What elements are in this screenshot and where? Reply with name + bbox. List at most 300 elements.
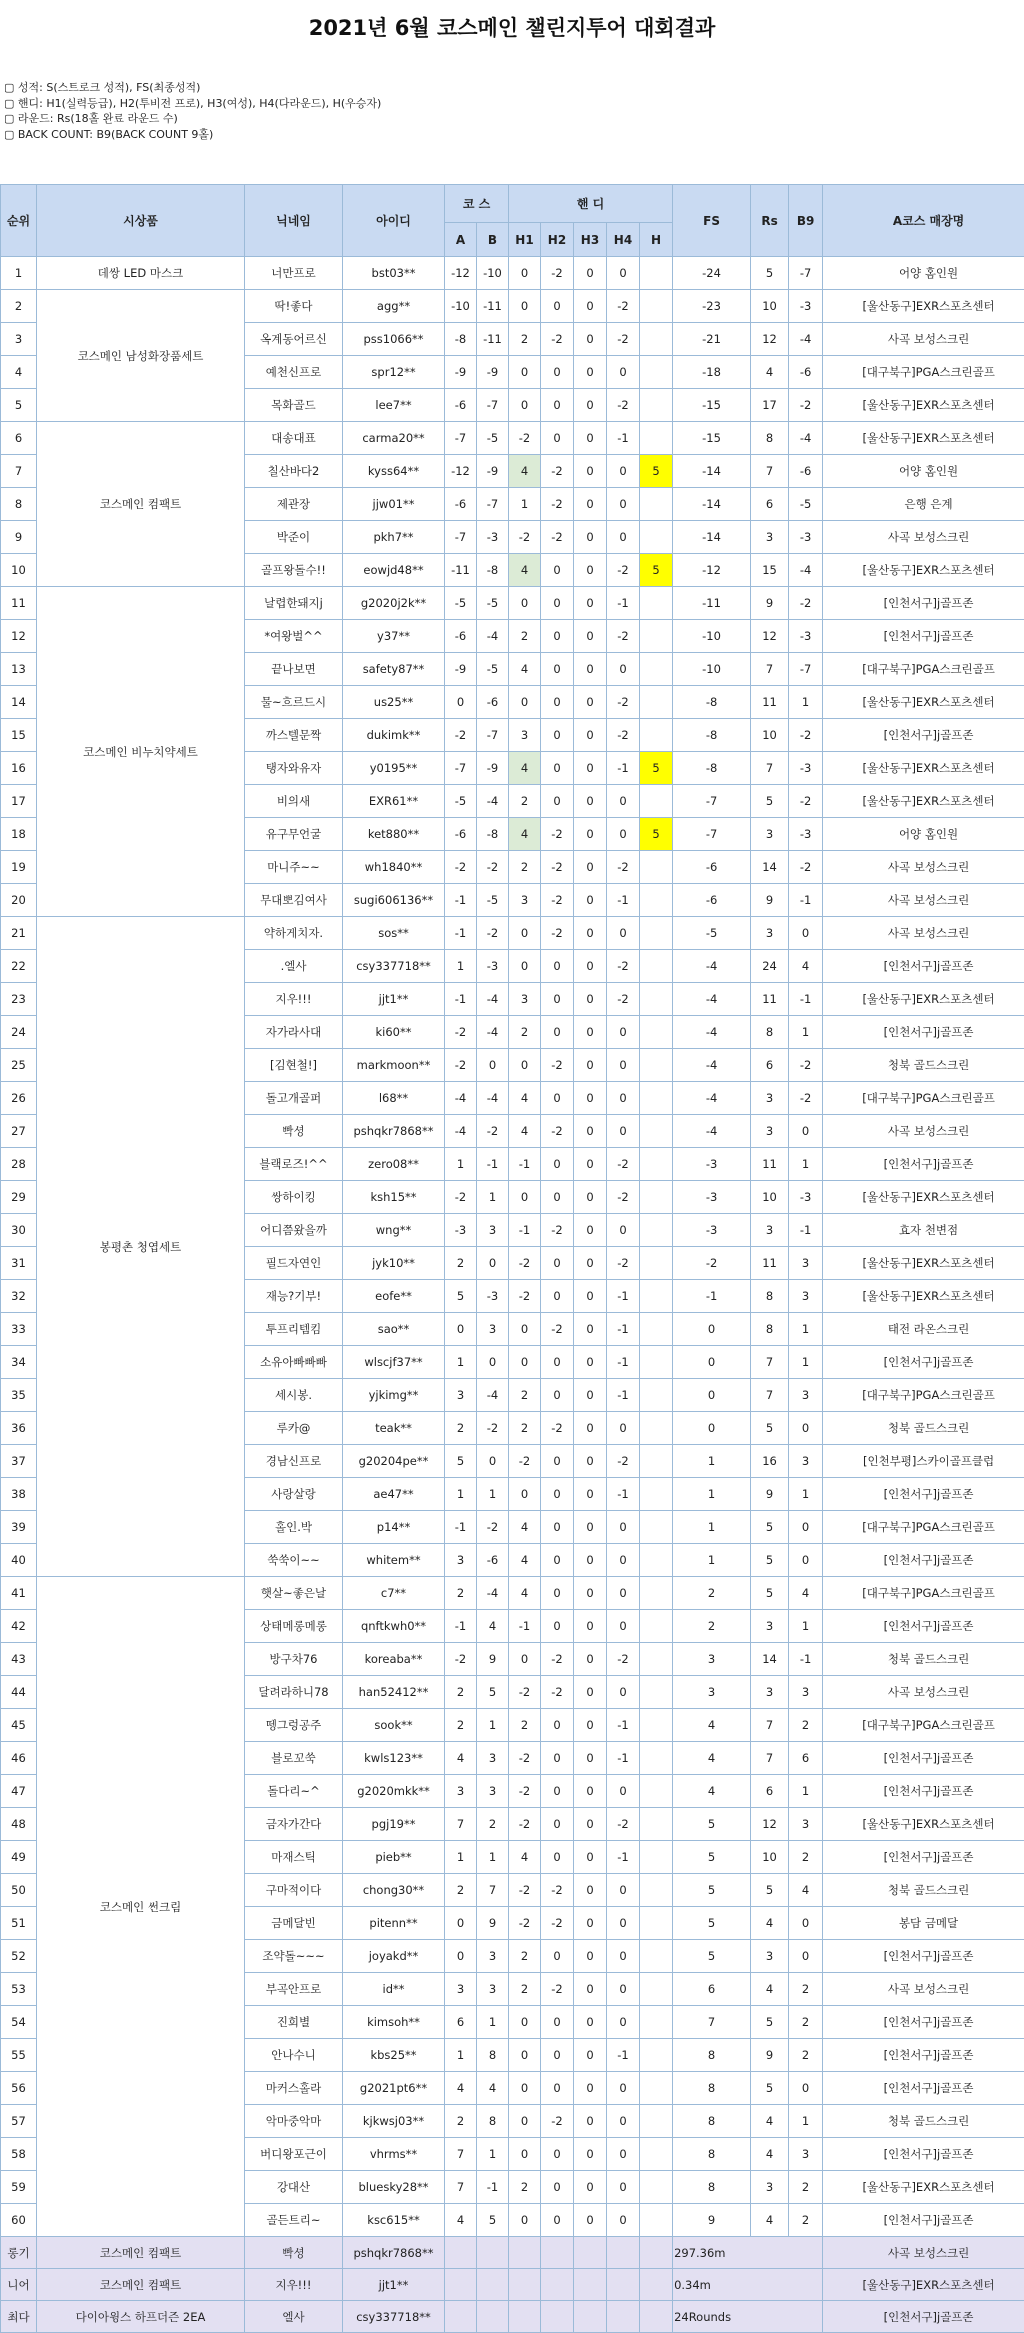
course-a-cell: -3 <box>445 1214 477 1247</box>
h1-cell: 2 <box>509 1379 541 1412</box>
course-b-cell: 8 <box>477 2039 509 2072</box>
store-cell: [대구북구]PGA스크린골프 <box>823 1082 1024 1115</box>
rs-cell: 8 <box>751 1016 789 1049</box>
store-cell: [울산동구]EXR스포츠센터 <box>823 1280 1024 1313</box>
rs-cell: 6 <box>751 488 789 521</box>
h1-cell: 0 <box>509 356 541 389</box>
h4-cell: 0 <box>607 1676 640 1709</box>
empty-cell <box>574 2269 607 2301</box>
fs-cell: -10 <box>673 620 751 653</box>
h3-cell: 0 <box>574 1577 607 1610</box>
rs-cell: 7 <box>751 1379 789 1412</box>
course-b-cell: 0 <box>477 1346 509 1379</box>
rs-cell: 5 <box>751 1412 789 1445</box>
b9-cell: 3 <box>789 1280 823 1313</box>
fs-cell: -23 <box>673 290 751 323</box>
h2-cell: 0 <box>541 1280 574 1313</box>
course-a-cell: -10 <box>445 290 477 323</box>
rs-cell: 11 <box>751 686 789 719</box>
rs-cell: 16 <box>751 1445 789 1478</box>
store-cell: 청북 골드스크린 <box>823 1412 1024 1445</box>
store-cell: [울산동구]EXR스포츠센터 <box>823 422 1024 455</box>
user-id-cell: whitem** <box>343 1544 445 1577</box>
h3-cell: 0 <box>574 1808 607 1841</box>
h4-cell: 0 <box>607 1610 640 1643</box>
h1-cell: 0 <box>509 2204 541 2237</box>
fs-cell: 5 <box>673 1874 751 1907</box>
h4-cell: -2 <box>607 1643 640 1676</box>
h-cell <box>640 323 673 356</box>
b9-cell: -4 <box>789 422 823 455</box>
fs-cell: -7 <box>673 785 751 818</box>
nickname-cell: 금자가간다 <box>245 1808 343 1841</box>
h2-cell: 0 <box>541 1544 574 1577</box>
rs-cell: 4 <box>751 2138 789 2171</box>
fs-cell: 0 <box>673 1346 751 1379</box>
empty-cell <box>477 2301 509 2333</box>
user-id-cell: zero08** <box>343 1148 445 1181</box>
h3-cell: 0 <box>574 290 607 323</box>
rs-cell: 10 <box>751 290 789 323</box>
b9-cell: -7 <box>789 653 823 686</box>
legend-score: ▢ 성적: S(스트로크 성적), FS(최종성적) <box>4 80 381 96</box>
store-cell: 청북 골드스크린 <box>823 1874 1024 1907</box>
h2-cell: -2 <box>541 1412 574 1445</box>
h3-cell: 0 <box>574 2138 607 2171</box>
rank-cell: 31 <box>1 1247 37 1280</box>
h1-cell: 2 <box>509 785 541 818</box>
table-row <box>1 290 1024 323</box>
user-id-cell: ki60** <box>343 1016 445 1049</box>
rs-cell: 9 <box>751 2039 789 2072</box>
h1-cell: -2 <box>509 1808 541 1841</box>
store-cell: [인천서구]j골프존 <box>823 1841 1024 1874</box>
course-a-cell: -7 <box>445 521 477 554</box>
h1-cell: -2 <box>509 1907 541 1940</box>
h2-cell: -2 <box>541 488 574 521</box>
rank-cell: 21 <box>1 917 37 950</box>
rs-cell: 3 <box>751 1115 789 1148</box>
b9-cell: 4 <box>789 1577 823 1610</box>
h1-cell: 4 <box>509 554 541 587</box>
fs-cell: 297.36m <box>673 2237 823 2269</box>
h4-cell: -1 <box>607 1313 640 1346</box>
h-cell <box>640 1808 673 1841</box>
user-id-cell: EXR61** <box>343 785 445 818</box>
table-row <box>1 587 1024 620</box>
h1-cell: -1 <box>509 1214 541 1247</box>
store-cell: 사곡 보성스크린 <box>823 521 1024 554</box>
rs-cell: 4 <box>751 2105 789 2138</box>
rs-cell: 6 <box>751 1049 789 1082</box>
fs-cell: 2 <box>673 1577 751 1610</box>
h3-cell: 0 <box>574 488 607 521</box>
course-a-cell: 5 <box>445 1445 477 1478</box>
user-id-cell: g2020j2k** <box>343 587 445 620</box>
empty-cell <box>541 2237 574 2269</box>
user-id-cell: spr12** <box>343 356 445 389</box>
nickname-cell: 물~흐르드시 <box>245 686 343 719</box>
h1-cell: 0 <box>509 2105 541 2138</box>
h4-cell: 0 <box>607 1082 640 1115</box>
course-b-cell: -4 <box>477 785 509 818</box>
nickname-cell: 어디쯤왔을까 <box>245 1214 343 1247</box>
rank-cell: 4 <box>1 356 37 389</box>
fs-cell: -8 <box>673 752 751 785</box>
fs-cell: -15 <box>673 422 751 455</box>
fs-cell: -7 <box>673 818 751 851</box>
b9-cell: 3 <box>789 2138 823 2171</box>
h3-cell: 0 <box>574 1214 607 1247</box>
h3-cell: 0 <box>574 2006 607 2039</box>
table-row <box>1 257 1024 290</box>
course-a-cell: 3 <box>445 1973 477 2006</box>
b9-cell: -2 <box>789 389 823 422</box>
nickname-cell: 돌다리~^ <box>245 1775 343 1808</box>
prize-cell: 코스메인 컴팩트 <box>37 2237 245 2269</box>
rank-cell: 36 <box>1 1412 37 1445</box>
h3-cell: 0 <box>574 686 607 719</box>
course-a-cell: -12 <box>445 455 477 488</box>
h1-cell: 0 <box>509 389 541 422</box>
h2-cell: -2 <box>541 521 574 554</box>
h-cell <box>640 1676 673 1709</box>
course-b-cell: -11 <box>477 290 509 323</box>
user-id-cell: joyakd** <box>343 1940 445 1973</box>
rs-cell: 5 <box>751 2006 789 2039</box>
h4-cell: 0 <box>607 653 640 686</box>
fs-cell: -11 <box>673 587 751 620</box>
store-cell: [울산동구]EXR스포츠센터 <box>823 752 1024 785</box>
h4-cell: 0 <box>607 2171 640 2204</box>
course-a-cell: -9 <box>445 356 477 389</box>
rs-cell: 12 <box>751 323 789 356</box>
h-cell <box>640 1214 673 1247</box>
h1-cell: 0 <box>509 2138 541 2171</box>
course-a-cell: -5 <box>445 587 477 620</box>
course-b-cell: 0 <box>477 1049 509 1082</box>
nickname-cell: 사랑살랑 <box>245 1478 343 1511</box>
h3-cell: 0 <box>574 1940 607 1973</box>
rank-cell: 52 <box>1 1940 37 1973</box>
fs-cell: -4 <box>673 1082 751 1115</box>
nickname-cell: 투프리템킴 <box>245 1313 343 1346</box>
course-b-cell: -4 <box>477 620 509 653</box>
b9-cell: 6 <box>789 1742 823 1775</box>
nickname-cell: 마니주~~ <box>245 851 343 884</box>
fs-cell: 8 <box>673 2138 751 2171</box>
h2-cell: 0 <box>541 1148 574 1181</box>
h4-cell: -2 <box>607 686 640 719</box>
prize-cell: 데쌍 LED 마스크 <box>37 257 245 290</box>
course-b-cell: -8 <box>477 818 509 851</box>
h1-cell: 4 <box>509 818 541 851</box>
rs-cell: 7 <box>751 1709 789 1742</box>
rank-cell: 29 <box>1 1181 37 1214</box>
rank-cell: 32 <box>1 1280 37 1313</box>
store-cell: 청북 골드스크린 <box>823 1049 1024 1082</box>
b9-cell: 4 <box>789 1874 823 1907</box>
h-cell <box>640 2105 673 2138</box>
nickname-cell: 뗑그렁공주 <box>245 1709 343 1742</box>
fs-cell: -5 <box>673 917 751 950</box>
header-h3: H3 <box>574 223 607 257</box>
rank-cell: 15 <box>1 719 37 752</box>
h3-cell: 0 <box>574 1478 607 1511</box>
h2-cell: 0 <box>541 290 574 323</box>
h2-cell: 0 <box>541 1181 574 1214</box>
h1-cell: 1 <box>509 488 541 521</box>
h4-cell: 0 <box>607 2105 640 2138</box>
user-id-cell: kwls123** <box>343 1742 445 1775</box>
h1-cell: -2 <box>509 521 541 554</box>
nickname-cell: 블로꼬쑥 <box>245 1742 343 1775</box>
nickname-cell: 홀인.박 <box>245 1511 343 1544</box>
h3-cell: 0 <box>574 1280 607 1313</box>
h2-cell: 0 <box>541 1478 574 1511</box>
h-cell <box>640 1907 673 1940</box>
store-cell: [울산동구]EXR스포츠센터 <box>823 785 1024 818</box>
h3-cell: 0 <box>574 2171 607 2204</box>
empty-cell <box>477 2237 509 2269</box>
h4-cell: 0 <box>607 1577 640 1610</box>
h1-cell: 0 <box>509 2006 541 2039</box>
h-cell <box>640 1049 673 1082</box>
fs-cell: -6 <box>673 851 751 884</box>
nickname-cell: .엘사 <box>245 950 343 983</box>
h3-cell: 0 <box>574 389 607 422</box>
store-cell: 청북 골드스크린 <box>823 1643 1024 1676</box>
user-id-cell: wng** <box>343 1214 445 1247</box>
store-cell: [울산동구]EXR스포츠센터 <box>823 1181 1024 1214</box>
rank-cell: 50 <box>1 1874 37 1907</box>
h2-cell: 0 <box>541 554 574 587</box>
h4-cell: -1 <box>607 1280 640 1313</box>
h-cell <box>640 785 673 818</box>
course-a-cell: 7 <box>445 2171 477 2204</box>
course-a-cell: -7 <box>445 752 477 785</box>
nickname-cell: 버디왕포근이 <box>245 2138 343 2171</box>
course-b-cell: -6 <box>477 1544 509 1577</box>
b9-cell: 3 <box>789 1445 823 1478</box>
h-cell <box>640 983 673 1016</box>
user-id-cell: csy337718** <box>343 2301 445 2333</box>
rank-cell: 51 <box>1 1907 37 1940</box>
rs-cell: 5 <box>751 1544 789 1577</box>
h2-cell: 0 <box>541 389 574 422</box>
rank-cell: 44 <box>1 1676 37 1709</box>
course-a-cell: 2 <box>445 1577 477 1610</box>
h4-cell: -2 <box>607 389 640 422</box>
nickname-cell: 골든트리~ <box>245 2204 343 2237</box>
fs-cell: 6 <box>673 1973 751 2006</box>
fs-cell: 5 <box>673 1808 751 1841</box>
h-cell <box>640 1709 673 1742</box>
h1-cell: -2 <box>509 1874 541 1907</box>
rank-cell: 30 <box>1 1214 37 1247</box>
rs-cell: 7 <box>751 1742 789 1775</box>
rs-cell: 5 <box>751 1874 789 1907</box>
header-h1: H1 <box>509 223 541 257</box>
user-id-cell: agg** <box>343 290 445 323</box>
h2-cell: 0 <box>541 785 574 818</box>
user-id-cell: teak** <box>343 1412 445 1445</box>
fs-cell: -14 <box>673 488 751 521</box>
rs-cell: 3 <box>751 1214 789 1247</box>
h-cell <box>640 1643 673 1676</box>
course-a-cell: -1 <box>445 983 477 1016</box>
h2-cell: 0 <box>541 950 574 983</box>
h-cell <box>640 290 673 323</box>
header-handicap-group: 핸 디 <box>509 185 673 223</box>
rs-cell: 12 <box>751 620 789 653</box>
course-a-cell: 1 <box>445 950 477 983</box>
h4-cell: 0 <box>607 356 640 389</box>
h-cell <box>640 1610 673 1643</box>
h2-cell: 0 <box>541 719 574 752</box>
rs-cell: 4 <box>751 1907 789 1940</box>
h2-cell: -2 <box>541 1907 574 1940</box>
h3-cell: 0 <box>574 719 607 752</box>
h4-cell: -2 <box>607 290 640 323</box>
header-prize: 시상품 <box>37 185 245 257</box>
b9-cell: 2 <box>789 1841 823 1874</box>
user-id-cell: ae47** <box>343 1478 445 1511</box>
user-id-cell: chong30** <box>343 1874 445 1907</box>
user-id-cell: bluesky28** <box>343 2171 445 2204</box>
rank-cell: 57 <box>1 2105 37 2138</box>
course-b-cell: -4 <box>477 1577 509 1610</box>
h2-cell: -2 <box>541 1313 574 1346</box>
rs-cell: 5 <box>751 2072 789 2105</box>
h2-cell: 0 <box>541 587 574 620</box>
rs-cell: 7 <box>751 653 789 686</box>
rank-cell: 8 <box>1 488 37 521</box>
fs-cell: 1 <box>673 1544 751 1577</box>
prize-cell: 코스메인 비누치약세트 <box>37 587 245 917</box>
course-b-cell: -3 <box>477 521 509 554</box>
user-id-cell: kbs25** <box>343 2039 445 2072</box>
rs-cell: 8 <box>751 1280 789 1313</box>
rank-cell: 22 <box>1 950 37 983</box>
store-cell: [인천서구]j골프존 <box>823 950 1024 983</box>
course-b-cell: -3 <box>477 950 509 983</box>
h4-cell: -1 <box>607 1379 640 1412</box>
h-cell <box>640 719 673 752</box>
course-b-cell: 2 <box>477 1808 509 1841</box>
nickname-cell: 무대뽀김여사 <box>245 884 343 917</box>
rs-cell: 3 <box>751 1610 789 1643</box>
course-a-cell: 0 <box>445 1940 477 1973</box>
b9-cell: 0 <box>789 1544 823 1577</box>
h4-cell: 0 <box>607 1412 640 1445</box>
rs-cell: 8 <box>751 1313 789 1346</box>
course-b-cell: -7 <box>477 719 509 752</box>
h1-cell: 0 <box>509 257 541 290</box>
h-cell <box>640 2138 673 2171</box>
h-cell <box>640 257 673 290</box>
user-id-cell: jjt1** <box>343 983 445 1016</box>
h2-cell: -2 <box>541 1115 574 1148</box>
header-rs: Rs <box>751 185 789 257</box>
user-id-cell: g20204pe** <box>343 1445 445 1478</box>
course-a-cell: -1 <box>445 884 477 917</box>
prize-cell: 다이아윙스 하프더즌 2EA <box>37 2301 245 2333</box>
b9-cell: -2 <box>789 587 823 620</box>
b9-cell: -1 <box>789 983 823 1016</box>
h4-cell: 0 <box>607 2138 640 2171</box>
rank-cell: 54 <box>1 2006 37 2039</box>
rank-cell: 19 <box>1 851 37 884</box>
nickname-cell: 약하게치자. <box>245 917 343 950</box>
b9-cell: 1 <box>789 1478 823 1511</box>
course-b-cell: 3 <box>477 1742 509 1775</box>
fs-cell: 9 <box>673 2204 751 2237</box>
fs-cell: -3 <box>673 1148 751 1181</box>
h1-cell: -2 <box>509 1676 541 1709</box>
nickname-cell: 필드자연인 <box>245 1247 343 1280</box>
b9-cell: -3 <box>789 818 823 851</box>
b9-cell: -4 <box>789 323 823 356</box>
course-a-cell: 1 <box>445 1148 477 1181</box>
h-cell <box>640 950 673 983</box>
store-cell: 사곡 보성스크린 <box>823 884 1024 917</box>
store-cell: [인천부평]스카이골프클럽 <box>823 1445 1024 1478</box>
h3-cell: 0 <box>574 950 607 983</box>
h1-cell: 0 <box>509 1346 541 1379</box>
b9-cell: 1 <box>789 686 823 719</box>
b9-cell: -5 <box>789 488 823 521</box>
header-course-group: 코 스 <box>445 185 509 223</box>
fs-cell: -4 <box>673 950 751 983</box>
h3-cell: 0 <box>574 1379 607 1412</box>
h2-cell: -2 <box>541 455 574 488</box>
header-course-b: B <box>477 223 509 257</box>
h3-cell: 0 <box>574 422 607 455</box>
h1-cell: 0 <box>509 2072 541 2105</box>
user-id-cell: bst03** <box>343 257 445 290</box>
h1-cell: -2 <box>509 422 541 455</box>
rs-cell: 3 <box>751 521 789 554</box>
h4-cell: 0 <box>607 1544 640 1577</box>
h1-cell: 4 <box>509 1511 541 1544</box>
course-b-cell: 5 <box>477 1676 509 1709</box>
rs-cell: 17 <box>751 389 789 422</box>
h3-cell: 0 <box>574 1115 607 1148</box>
h-cell <box>640 1544 673 1577</box>
user-id-cell: g2021pt6** <box>343 2072 445 2105</box>
course-b-cell: -6 <box>477 686 509 719</box>
user-id-cell: wlscjf37** <box>343 1346 445 1379</box>
course-a-cell: -4 <box>445 1115 477 1148</box>
course-a-cell: 2 <box>445 1247 477 1280</box>
store-cell: [인천서구]j골프존 <box>823 2006 1024 2039</box>
store-cell: [인천서구]j골프존 <box>823 1742 1024 1775</box>
h-cell: 5 <box>640 455 673 488</box>
rs-cell: 11 <box>751 983 789 1016</box>
user-id-cell: dukimk** <box>343 719 445 752</box>
rank-cell: 41 <box>1 1577 37 1610</box>
store-cell: 어양 홈인원 <box>823 455 1024 488</box>
user-id-cell: us25** <box>343 686 445 719</box>
h1-cell: 0 <box>509 1313 541 1346</box>
course-a-cell: -6 <box>445 620 477 653</box>
award-label-cell: 최다 <box>1 2301 37 2333</box>
prize-cell: 코스메인 컴팩트 <box>37 2269 245 2301</box>
nickname-cell: 구마적이다 <box>245 1874 343 1907</box>
store-cell: [대구북구]PGA스크린골프 <box>823 1379 1024 1412</box>
store-cell: [울산동구]EXR스포츠센터 <box>823 983 1024 1016</box>
